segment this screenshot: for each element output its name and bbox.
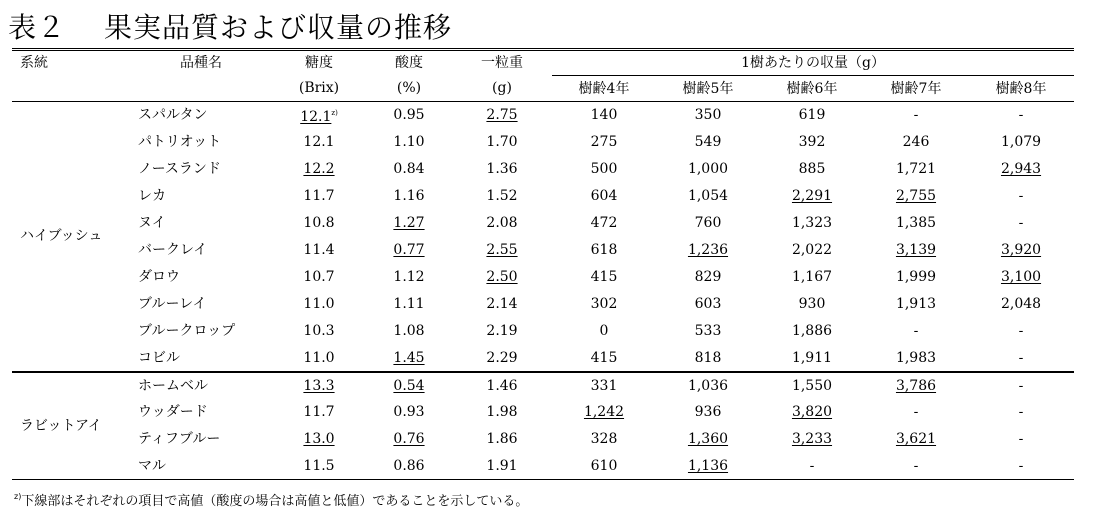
cell-value: 1.08 <box>393 323 425 339</box>
table-cell <box>366 345 452 372</box>
cell-value: 603 <box>694 296 722 312</box>
table-cell <box>864 345 968 372</box>
system-group-label: ハイブッシュ <box>12 102 130 372</box>
cell-value: 3,233 <box>791 431 833 447</box>
cultivar-name: ホームベル <box>138 377 208 394</box>
cell-value: 2.50 <box>486 269 518 285</box>
table-cell <box>452 210 552 237</box>
cell-value: 0.54 <box>393 377 425 394</box>
table-cell <box>968 291 1074 318</box>
table-cell <box>760 210 864 237</box>
cell-value: 3,920 <box>1000 242 1042 258</box>
table-cell <box>452 264 552 291</box>
cell-value: - <box>1018 431 1024 447</box>
table-row <box>12 102 1074 129</box>
table-row <box>12 129 1074 156</box>
table-cell <box>452 129 552 156</box>
table-cell <box>366 318 452 345</box>
table-cell <box>552 237 656 264</box>
cell-value: 930 <box>798 296 826 312</box>
cell-value: 1,167 <box>791 269 833 285</box>
table-cell <box>366 237 452 264</box>
cell-value: 2,291 <box>791 188 833 204</box>
table-cell <box>656 372 760 399</box>
table-cell <box>864 318 968 345</box>
table-cell <box>272 399 366 426</box>
table-cell <box>968 264 1074 291</box>
header-brix: 糖度 <box>272 50 366 76</box>
header-system: 系統 <box>12 50 130 76</box>
cell-value: 11.0 <box>303 349 335 366</box>
cell-value: 392 <box>798 134 826 150</box>
table-cell <box>272 264 366 291</box>
table-cell <box>656 426 760 453</box>
table-cell <box>272 237 366 264</box>
table-cell <box>760 237 864 264</box>
header-year-8: 樹齢8年 <box>968 76 1074 102</box>
table-cell <box>452 102 552 129</box>
table-cell <box>864 156 968 183</box>
cell-value: 12.2 <box>303 161 335 177</box>
cell-value: - <box>1018 377 1024 394</box>
cell-value: 2.19 <box>486 323 518 339</box>
table-cell <box>552 156 656 183</box>
header-row-1 <box>12 50 1074 76</box>
table-row <box>12 156 1074 183</box>
table-cell <box>366 183 452 210</box>
cell-value: 3,139 <box>895 242 937 258</box>
cell-value: 3,820 <box>791 404 833 420</box>
table-cell <box>452 426 552 453</box>
cell-value: 246 <box>902 134 930 150</box>
cell-value: 936 <box>694 404 722 420</box>
table-cell <box>864 129 968 156</box>
table-row <box>12 264 1074 291</box>
header-year-7: 樹齢7年 <box>864 76 968 102</box>
footnote-mark: z) <box>14 492 22 501</box>
cell-value: 12.1 <box>303 134 335 150</box>
cell-value: 1,983 <box>895 349 937 366</box>
cell-value: 140 <box>590 107 618 124</box>
table-cell <box>760 156 864 183</box>
table-cell <box>272 156 366 183</box>
table-cell <box>552 426 656 453</box>
table-cell <box>272 345 366 372</box>
cell-value: 0.95 <box>393 107 425 124</box>
cell-value: 1.91 <box>486 457 518 474</box>
cell-value: 1,550 <box>791 377 833 394</box>
cell-value: 2,048 <box>1000 296 1042 312</box>
table-cell <box>272 102 366 129</box>
table-cell <box>272 183 366 210</box>
cell-value: 1.70 <box>486 134 518 150</box>
cultivar-name: ティフブルー <box>138 431 221 447</box>
cell-value: 1.36 <box>486 161 518 177</box>
cell-value: 11.4 <box>303 242 335 258</box>
table-cell <box>656 156 760 183</box>
table-cell <box>452 237 552 264</box>
table-cell <box>656 237 760 264</box>
cell-value: 533 <box>694 323 722 339</box>
cell-value: 1.86 <box>486 431 518 447</box>
table-row <box>12 237 1074 264</box>
table-cell <box>552 210 656 237</box>
cell-value: 2,022 <box>791 242 833 258</box>
cell-value: 0.77 <box>393 242 425 258</box>
table-cell <box>366 210 452 237</box>
table-body <box>12 102 1074 480</box>
cell-value: 415 <box>590 349 618 366</box>
cell-value: 1.27 <box>393 215 425 231</box>
table-cell <box>656 399 760 426</box>
cell-value: 13.3 <box>303 377 335 394</box>
cell-value: 1,054 <box>687 188 729 204</box>
cell-value: 0 <box>599 323 609 339</box>
cultivar-name: コビル <box>130 345 272 372</box>
table-cell <box>968 156 1074 183</box>
table-cell <box>968 372 1074 399</box>
table-cell <box>760 426 864 453</box>
table-cell <box>656 210 760 237</box>
table-cell <box>552 345 656 372</box>
cell-value: 1,236 <box>687 242 729 258</box>
cell-value: 0.84 <box>393 161 425 177</box>
header-blank <box>12 76 130 102</box>
table-cell <box>864 372 968 399</box>
table-cell <box>552 318 656 345</box>
table-row <box>12 345 1074 372</box>
table-row <box>12 183 1074 210</box>
table-cell <box>968 318 1074 345</box>
cell-value: - <box>1018 404 1024 420</box>
cell-value: 2,943 <box>1000 161 1042 177</box>
cell-value: 2.08 <box>486 215 518 231</box>
cultivar-name: ダロウ <box>138 269 180 285</box>
table-row <box>12 453 1074 480</box>
header-year-4: 樹齢4年 <box>552 76 656 102</box>
cell-value: 472 <box>590 215 618 231</box>
cell-value: 885 <box>798 161 826 177</box>
table-cell <box>760 453 864 480</box>
table-cell <box>552 129 656 156</box>
cell-value: - <box>1018 107 1024 124</box>
table-row <box>12 399 1074 426</box>
cell-value: 11.7 <box>303 404 335 420</box>
table-cell <box>656 264 760 291</box>
cell-value: 3,100 <box>1000 269 1042 285</box>
cell-value: 0.76 <box>393 431 425 447</box>
cell-value: 3,786 <box>895 377 937 394</box>
table-cell <box>864 453 968 480</box>
table-cell <box>366 453 452 480</box>
table-cell <box>272 291 366 318</box>
table-cell <box>552 264 656 291</box>
table-cell <box>968 102 1074 129</box>
quality-yield-table <box>12 48 1074 480</box>
header-year-6: 樹齢6年 <box>760 76 864 102</box>
table-cell <box>452 345 552 372</box>
table-cell <box>272 318 366 345</box>
cultivar-name: バークレイ <box>138 242 208 258</box>
cell-value: - <box>1018 188 1024 204</box>
cell-value: 2.75 <box>486 107 518 124</box>
table-cell <box>656 453 760 480</box>
cell-value: 0.86 <box>393 457 425 474</box>
cell-value: 13.0 <box>303 431 335 447</box>
cultivar-name: ノースランド <box>138 161 221 177</box>
header-year-5: 樹齢5年 <box>656 76 760 102</box>
table-cell <box>864 291 968 318</box>
cell-value: 618 <box>590 242 618 258</box>
table-cell <box>452 183 552 210</box>
cell-value: 619 <box>798 107 826 124</box>
table-cell <box>452 318 552 345</box>
cell-value: 1,242 <box>583 404 625 420</box>
cell-value: 11.0 <box>303 296 335 312</box>
cell-value: - <box>1018 215 1024 231</box>
cell-value: 1,000 <box>687 161 729 177</box>
cell-value: 1,079 <box>1000 134 1042 150</box>
cell-value: 1,911 <box>791 349 833 366</box>
table-cell <box>760 102 864 129</box>
cultivar-name: マル <box>130 453 272 480</box>
table-cell <box>656 129 760 156</box>
cell-value: 1,036 <box>687 377 729 394</box>
cell-value: 1.52 <box>486 188 518 204</box>
table-cell <box>452 372 552 399</box>
cell-value: - <box>1018 457 1024 474</box>
cell-value: - <box>913 323 919 339</box>
cell-value: 1,136 <box>687 457 729 474</box>
cultivar-name: ブルーレイ <box>138 296 207 312</box>
table-cell <box>968 399 1074 426</box>
table-cell <box>366 372 452 399</box>
table-cell <box>864 237 968 264</box>
cell-value: 12.1 <box>300 109 332 126</box>
cell-value: 1.98 <box>486 404 518 420</box>
cell-value: - <box>913 404 919 420</box>
footnote <box>14 490 528 509</box>
table-cell <box>452 399 552 426</box>
table-cell <box>760 318 864 345</box>
table-cell <box>366 129 452 156</box>
cell-value: 500 <box>590 161 618 177</box>
header-row-2 <box>12 76 1074 102</box>
footnote-ref: z) <box>331 109 338 118</box>
cell-value: 10.3 <box>303 323 335 339</box>
table-row <box>12 318 1074 345</box>
table-cell <box>656 345 760 372</box>
table-row <box>12 210 1074 237</box>
cell-value: 350 <box>694 107 722 124</box>
table-cell <box>968 210 1074 237</box>
cell-value: 2.55 <box>486 242 518 258</box>
table-cell <box>760 129 864 156</box>
table-cell <box>272 453 366 480</box>
table-number: 表２ <box>8 11 67 44</box>
table-cell <box>864 102 968 129</box>
table-cell <box>552 399 656 426</box>
header-blank <box>130 76 272 102</box>
cell-value: 1,323 <box>791 215 833 231</box>
cell-value: 1,999 <box>895 269 937 285</box>
table-cell <box>864 210 968 237</box>
system-group-label: ラビットアイ <box>12 372 130 480</box>
table-cell <box>864 426 968 453</box>
table-cell <box>968 183 1074 210</box>
cell-value: 1.12 <box>393 269 425 285</box>
table-cell <box>272 426 366 453</box>
table-cell <box>760 345 864 372</box>
table-cell <box>272 372 366 399</box>
table-cell <box>452 291 552 318</box>
cell-value: 10.7 <box>303 269 335 285</box>
table-cell <box>452 453 552 480</box>
table-cell <box>366 102 452 129</box>
header-cultivar: 品種名 <box>130 50 272 76</box>
cultivar-name: ヌイ <box>138 215 166 231</box>
table-cell <box>968 345 1074 372</box>
table-cell <box>968 426 1074 453</box>
cell-value: 0.93 <box>393 404 425 420</box>
cell-value: 1.10 <box>393 134 425 150</box>
cell-value: 328 <box>590 431 618 447</box>
table-cell <box>760 183 864 210</box>
table-cell <box>864 399 968 426</box>
header-acidity-unit: (%) <box>366 76 452 102</box>
header-acidity: 酸度 <box>366 50 452 76</box>
cell-value: 1.46 <box>486 377 518 394</box>
cell-value: 302 <box>590 296 618 312</box>
cultivar-name: ウッダード <box>138 404 208 420</box>
cell-value: - <box>1018 349 1024 366</box>
cell-value: 1,385 <box>895 215 937 231</box>
cell-value: 549 <box>694 134 722 150</box>
cultivar-name: ブルークロップ <box>138 323 236 339</box>
table-cell <box>968 237 1074 264</box>
cell-value: 2.14 <box>486 296 518 312</box>
table-cell <box>760 264 864 291</box>
cell-value: 11.7 <box>303 188 335 204</box>
table-cell <box>968 129 1074 156</box>
cell-value: - <box>913 107 919 124</box>
cell-value: - <box>913 457 919 474</box>
cell-value: 11.5 <box>303 457 335 474</box>
cell-value: 604 <box>590 188 618 204</box>
cell-value: 1,360 <box>687 431 729 447</box>
cell-value: 818 <box>694 349 722 366</box>
table-cell <box>366 426 452 453</box>
header-yield-group: 1樹あたりの収量（g） <box>552 50 1074 76</box>
cell-value: 275 <box>590 134 618 150</box>
table-cell <box>656 318 760 345</box>
table-cell <box>272 210 366 237</box>
cell-value: 1,886 <box>791 323 833 339</box>
cultivar-name: スパルタン <box>138 107 208 124</box>
table-cell <box>760 372 864 399</box>
cell-value: - <box>809 457 815 474</box>
table-row <box>12 291 1074 318</box>
cell-value: 829 <box>694 269 722 285</box>
table-cell <box>760 399 864 426</box>
cell-value: 1,721 <box>895 161 937 177</box>
cultivar-name: レカ <box>138 188 166 204</box>
footnote-text: 下線部はそれぞれの項目で高値（酸度の場合は高値と低値）であることを示している。 <box>21 494 529 509</box>
cell-value: 2,755 <box>895 188 937 204</box>
table-caption: 果実品質および収量の推移 <box>104 11 453 44</box>
cell-value: 1.11 <box>393 296 425 312</box>
cell-value: 610 <box>590 457 618 474</box>
table-cell <box>656 183 760 210</box>
cell-value: 1,913 <box>895 296 937 312</box>
cell-value: 3,621 <box>895 431 937 447</box>
table-cell <box>552 372 656 399</box>
header-brix-unit: (Brix) <box>272 76 366 102</box>
cell-value: - <box>1018 323 1024 339</box>
table-cell <box>552 453 656 480</box>
table-cell <box>366 291 452 318</box>
table-cell <box>552 183 656 210</box>
table-cell <box>366 264 452 291</box>
table-row <box>12 426 1074 453</box>
header-weight-unit: (g) <box>452 76 552 102</box>
cell-value: 10.8 <box>303 215 335 231</box>
table-title <box>8 6 452 46</box>
cell-value: 1.45 <box>393 349 425 366</box>
table-cell <box>864 264 968 291</box>
table-cell <box>656 102 760 129</box>
table-row <box>12 372 1074 399</box>
header-weight: 一粒重 <box>452 50 552 76</box>
table-cell <box>552 102 656 129</box>
table-cell <box>760 291 864 318</box>
cell-value: 415 <box>590 269 618 285</box>
table-cell <box>968 453 1074 480</box>
table-cell <box>656 291 760 318</box>
table-cell <box>552 291 656 318</box>
table-cell <box>864 183 968 210</box>
cell-value: 1.16 <box>393 188 425 204</box>
table-cell <box>366 399 452 426</box>
cultivar-name: パトリオット <box>138 134 222 150</box>
table-cell <box>272 129 366 156</box>
cell-value: 331 <box>590 377 618 394</box>
cell-value: 760 <box>694 215 722 231</box>
cell-value: 2.29 <box>486 349 518 366</box>
table-cell <box>366 156 452 183</box>
table-cell <box>452 156 552 183</box>
